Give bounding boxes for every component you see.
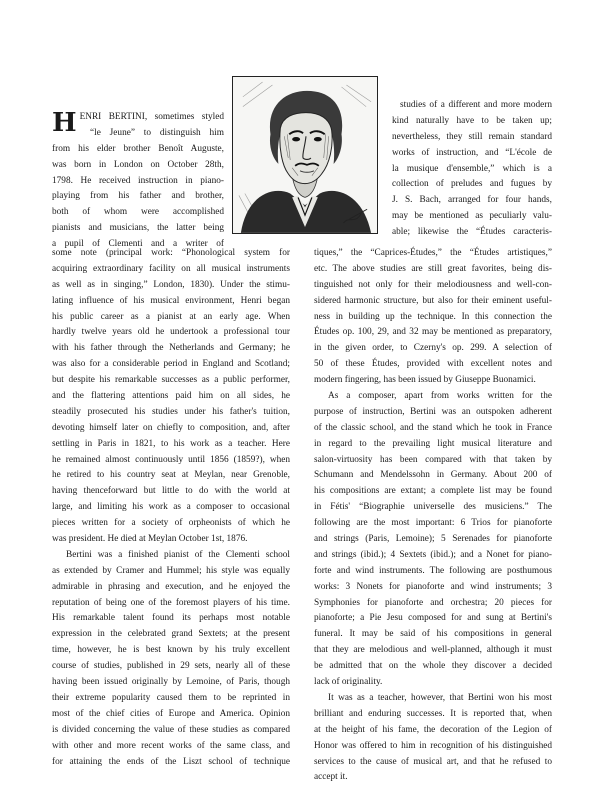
- text-line: having been issued originally by Lemoine, of Paris, though: [52, 677, 290, 688]
- left-intro-text: [52, 110, 224, 253]
- text-line: of the classic school, and the stand which he took in France: [314, 422, 552, 433]
- text-line: was president. He died at Meylan October 1st, 1876.: [52, 534, 248, 545]
- text-line: “le Jeune” to distinguish him: [90, 127, 224, 138]
- text-line: pieces written for a society of orpheonists of which he: [52, 518, 290, 529]
- text-line: pianoforte; a Pie Jesu composed for and sung at Bertini's: [314, 613, 552, 624]
- text-line: with his father through the Netherlands and Germany; he: [52, 343, 290, 354]
- text-line: Bertini was a finished pianist of the Clementi school: [66, 549, 290, 560]
- text-line: sidered harmonic structure, but also for their eminent useful-: [314, 295, 552, 306]
- portrait-engraving: [232, 76, 378, 234]
- text-line: hardly twelve years old he undertook a professional tour: [52, 327, 290, 338]
- text-line: following are the most important: 6 Trios for pianoforte: [314, 518, 552, 529]
- text-line: lating influence of his musical environment, Henri began: [52, 295, 290, 306]
- text-line: J. S. Bach, arranged for four hands,: [392, 195, 552, 206]
- text-line: time, however, he is best known by his truly excellent: [52, 645, 290, 656]
- text-line: but despite his remarkable successes as a public performer,: [52, 375, 290, 386]
- text-line: large, and limiting his work as a composer to occasional: [52, 502, 290, 513]
- text-line: with other and more recent works of the same class, and: [52, 740, 290, 751]
- text-line: Symphonies for pianoforte and orchestra; 20 pieces for: [314, 597, 552, 608]
- text-line: lack of originality.: [314, 677, 383, 688]
- text-line: kind naturally have to be taken up;: [392, 115, 552, 126]
- text-line: pianists and musicians, the latter being: [52, 223, 224, 234]
- right-body-column: [314, 246, 552, 786]
- text-line: reputation of being one of the foremost players of his time.: [52, 597, 290, 608]
- text-line: he retired to his country seat at Meylan, near Grenoble,: [52, 470, 290, 481]
- text-line: forte and wind instruments. The following are posthumous: [314, 565, 552, 576]
- text-line: Honor was offered to him in recognition of his distinguished: [314, 740, 552, 751]
- text-line: his public career as a pianist at an early age. When: [52, 311, 290, 322]
- text-line: he remained almost continuously until 1856 (1859?), when: [52, 454, 290, 465]
- text-line: settling in Paris in 1821, to his work as a teacher. Here: [52, 438, 290, 449]
- text-line: and strings (Paris, Lemoine); 5 Serenades for pianoforte: [314, 534, 552, 545]
- text-line: admirable in phrasing and execution, and he enjoyed the: [52, 581, 290, 592]
- text-line: His remarkable talent found its perhaps most notable: [52, 613, 290, 624]
- text-line: be admitted that on the whole they discover a decided: [314, 661, 552, 672]
- text-line: steadily prosecuted his studies under his father's tuition,: [52, 406, 290, 417]
- text-line: devoting himself later on chiefly to composition, and, after: [52, 422, 290, 433]
- text-line: works: 3 Nonets for pianoforte and wind instruments; 3: [314, 581, 552, 592]
- text-line: his compositions are extant; a complete list may be found: [314, 486, 552, 497]
- text-line: purpose of instruction, Bertini was an outspoken adherent: [314, 406, 552, 417]
- text-line: ness in building up the technique. In this connection the: [314, 311, 552, 322]
- text-line: tinguished not only for their melodiousness and well-con-: [314, 279, 552, 290]
- text-line: that they are melodious and well-planned, although it must: [314, 645, 552, 656]
- text-line: 50 of these Études, provided with excellent notes and: [314, 359, 552, 370]
- text-line: It was as a teacher, however, that Bertini won his most: [328, 692, 552, 703]
- text-line: both of whom were accomplished: [52, 207, 224, 218]
- text-line: in the given order, to Czerny's op. 299. A selection of: [314, 343, 552, 354]
- text-line: salon-virtuosity has been compared with that taken by: [314, 454, 552, 465]
- text-line: studies of a different and more modern: [400, 100, 552, 110]
- text-line: some note (principal work: “Phonological system for: [52, 248, 290, 258]
- text-line: is divided concerning the value of these studies as compared: [52, 724, 290, 735]
- text-line: tiques,” the “Caprices-Études,” the “Études artistiques,”: [314, 248, 552, 258]
- drop-cap: H: [52, 108, 77, 138]
- text-line: collection of preludes and fugues by: [392, 179, 552, 190]
- portrait-illustration: [233, 77, 377, 233]
- text-line: in regard to the prevailing light musical literature and: [314, 438, 552, 449]
- text-line: acquiring extraordinary facility on all musical instruments: [52, 263, 290, 274]
- text-line: etc. The above studies are still great favorites, being dis-: [314, 263, 552, 274]
- right-intro-text: [392, 98, 552, 241]
- text-line: for attaining the ends of the Liszt school of technique: [52, 756, 290, 767]
- text-line: Schumann and Mendelssohn in Germany. About 200 of: [314, 470, 552, 481]
- left-body-column: [52, 246, 290, 770]
- text-line: was also for a considerable period in England and Scotland;: [52, 359, 290, 370]
- text-line: their extreme popularity caused them to be reprinted in: [52, 692, 290, 703]
- text-line: brilliant and enduring successes. It is reported that, when: [314, 708, 552, 719]
- text-line: As a composer, apart from works written for the: [328, 391, 552, 402]
- text-line: was born in London on October 28th,: [52, 159, 224, 170]
- text-line: playing from his father and brother,: [52, 191, 224, 202]
- text-line: a pupil of Clementi and a writer of: [52, 239, 224, 250]
- text-line: as extended by Cramer and Hummel; his style was equally: [52, 565, 290, 576]
- text-line: from his elder brother Benoît Auguste,: [52, 143, 224, 154]
- text-line: funeral. It may be said of his compositions in general: [314, 629, 552, 640]
- text-line: 1798. He received instruction in piano-: [52, 175, 224, 186]
- text-line: and strings (ibid.); 4 Sextets (ibid.); and a Nonet for piano-: [314, 549, 552, 560]
- text-line: la musique d'ensemble,” which is a: [392, 163, 552, 174]
- text-line: in Fétis' “Biographie universelle des musiciens.” The: [314, 502, 552, 513]
- text-line: able; likewise the “Études caracteris-: [392, 227, 552, 238]
- text-line: having thenceforward but little to do with the world at: [52, 486, 290, 497]
- text-line: at the height of his fame, the decoration of the Legion of: [314, 724, 552, 735]
- text-line: works of instruction, and “L'école de: [392, 147, 552, 158]
- text-line: most of the chief cities of Europe and America. Opinion: [52, 708, 290, 719]
- text-line: may be mentioned as peculiarly valu-: [392, 211, 552, 222]
- text-line: services to the cause of musical art, and that he refused to: [314, 756, 552, 767]
- text-line: ENRI BERTINI, sometimes styled: [79, 112, 224, 122]
- text-line: Études op. 100, 29, and 32 may be mentioned as preparatory,: [314, 327, 552, 338]
- text-line: modern fingering, has been issued by Giuseppe Buonamici.: [314, 375, 536, 386]
- text-line: expression in the celebrated grand Sextets; at the present: [52, 629, 290, 640]
- text-line: as well as in singing,” London, 1830). Under the stimu-: [52, 279, 290, 290]
- text-line: nevertheless, they still remain standard: [392, 131, 552, 142]
- text-line: accept it.: [314, 772, 348, 783]
- text-line: and the flattering attentions paid him on all sides, he: [52, 391, 290, 402]
- text-line: course of studies, published in 29 sets, nearly all of these: [52, 661, 290, 672]
